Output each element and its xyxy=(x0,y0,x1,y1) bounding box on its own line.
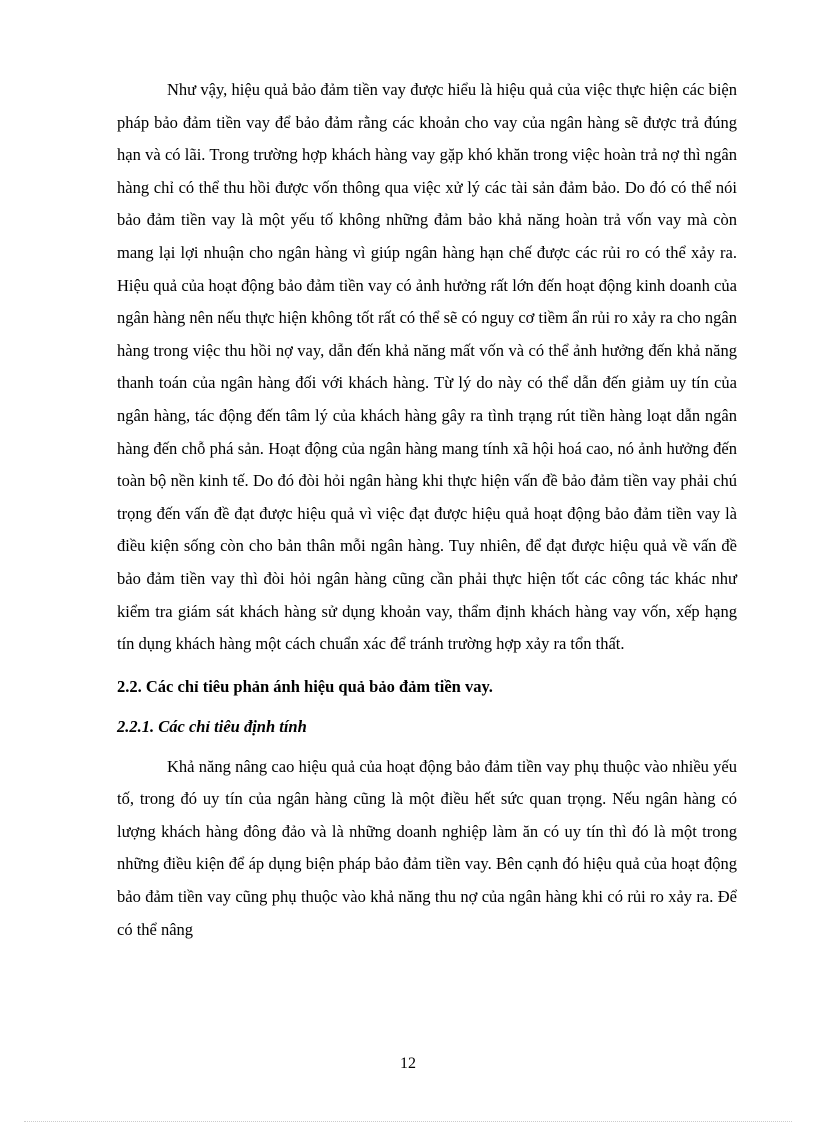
body-paragraph-2: Khả năng nâng cao hiệu quả của hoạt động bảo đảm tiền vay phụ thuộc vào nhiều yếu tố, trong đó uy tín của ngân hàng cũng là một điều hết sức quan trọng. Nếu ngân hàng có lượng khách hàng đông đảo và là những doanh nghiệp làm ăn có uy tín thì đó là một trong những điều kiện để áp dụng biện pháp bảo đảm tiền vay. Bên cạnh đó hiệu quả của hoạt động bảo đảm tiền vay cũng phụ thuộc vào khả năng thu nợ của ngân hàng khi có rủi ro xảy ra. Để có thể nâng xyxy=(117,756,737,939)
body-paragraph-1: Như vậy, hiệu quả bảo đảm tiền vay được hiểu là hiệu quả của việc thực hiện các biện pháp bảo đảm tiền vay để bảo đảm rằng các khoản cho vay của ngân hàng sẽ được trả đúng hạn và có lãi. Trong trường hợp khách hàng vay gặp khó khăn trong việc hoàn trả nợ thì ngân hàng chỉ có thể thu hồi được vốn thông qua việc xử lý các tài sản đảm bảo. Do đó có thể nói bảo đảm tiền vay là một yếu tố không những đảm bảo khả năng hoàn trả vốn vay mà còn mang lại lợi nhuận cho ngân hàng vì giúp ngân hàng hạn chế được các rủi ro có thể xảy ra. Hiệu quả của hoạt động bảo đảm tiền vay có ảnh hưởng rất lớn đến hoạt động kinh doanh của ngân hàng nên nếu thực hiện không tốt rất có thể sẽ có nguy cơ tiềm ẩn rủi ro xảy ra cho ngân hàng trong việc thu hồi nợ vay, dẫn đến khả năng mất vốn và có thể ảnh hưởng đến khả năng thanh toán của ngân hàng đối với khách hàng. Từ lý do này có thể dẫn đến giảm uy tín của ngân hàng, tác động đến tâm lý của khách hàng gây ra tình trạng rút tiền hàng loạt dẫn ngân hàng đến chỗ phá sản. Hoạt động của ngân hàng mang tính xã hội hoá cao, nó ảnh hưởng đến toàn bộ nền kinh tế. Do đó đòi hỏi ngân hàng khi thực hiện vấn đề bảo đảm tiền vay phải chú trọng đến vấn đề đạt được hiệu quả vì việc đạt được hiệu quả hoạt động bảo đảm tiền vay là điều kiện sống còn cho bản thân mỗi ngân hàng. Tuy nhiên, để đạt được hiệu quả về vấn đề bảo đảm tiền vay thì đòi hỏi ngân hàng cũng cần phải thực hiện tốt các công tác khác như kiểm tra giám sát khách hàng sử dụng khoản vay, thẩm định khách hàng vay vốn, xếp hạng tín dụng khách hàng một cách chuẩn xác để tránh trường hợp xảy ra tổn thất. xyxy=(117,80,737,654)
section-heading-2-2: 2.2. Các chỉ tiêu phản ánh hiệu quả bảo đảm tiền vay. xyxy=(117,676,493,696)
page-content xyxy=(117,74,737,946)
page-number: 12 xyxy=(400,1055,416,1072)
subsection-heading-2-2-1: 2.2.1. Các chỉ tiêu định tính xyxy=(117,716,307,736)
page-bottom-divider xyxy=(24,1121,792,1122)
